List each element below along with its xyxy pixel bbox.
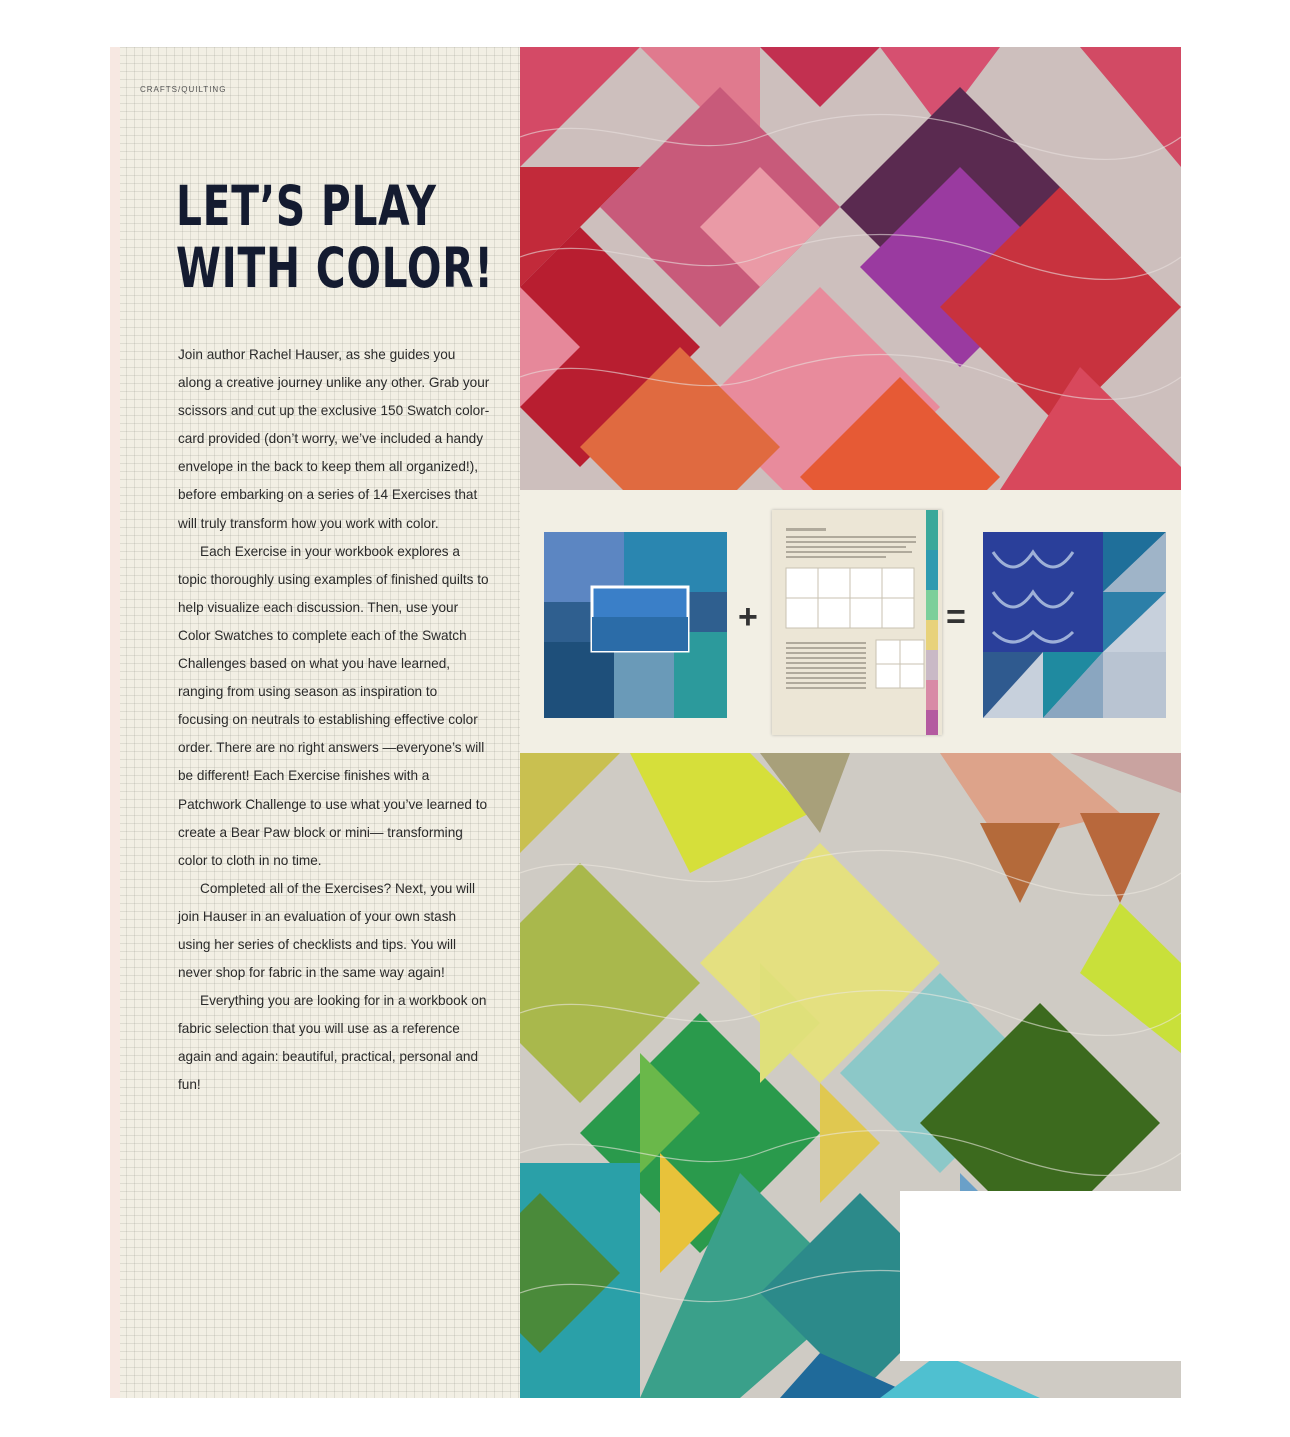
plus-sign: + (738, 598, 758, 636)
headline-line-2: WITH COLOR! (176, 236, 494, 300)
paragraph-1: Join author Rachel Hauser, as she guides you along a creative journey unlike any other. Grab your scissors and cut up the exclusive 150 Swatch color-card provided (don’t worry, we’ve included a handy envelope in the back to keep them all organized!), before embarking on a series of 14 Exercises that will truly transform how you work with color. (178, 347, 490, 531)
barcode-area (900, 1191, 1181, 1361)
description (178, 341, 490, 1100)
text-panel (110, 47, 520, 1398)
equals-sign: = (946, 598, 966, 636)
quilt-photo-red (520, 47, 1181, 490)
category-label: CRAFTS/QUILTING (140, 85, 227, 94)
swatch-equation (520, 490, 1181, 753)
spine-strip (110, 47, 120, 1398)
workbook-page (772, 510, 942, 735)
bear-paw-block-photo (983, 532, 1166, 718)
swatch-photo-blue (544, 532, 727, 718)
headline (176, 175, 494, 299)
back-cover (110, 47, 1181, 1398)
paragraph-3: Completed all of the Exercises? Next, you will join Hauser in an evaluation of your own stash using her series of checklists and tips. You will never shop for fabric in the same way again! (178, 880, 476, 981)
headline-line-1: LET’S PLAY (176, 174, 437, 238)
paragraph-2: Each Exercise in your workbook explores a topic thoroughly using examples of finished quilts to help visualize each discussion. Then, use your Color Swatches to complete each of the Swatch Challenges based on what you have learned, ranging from using season as inspiration to focusing on neutrals to establishing effective color order. There are no right answers —everyone’s will be different! Each Exercise finishes with a Patchwork Challenge to use what you’ve learned to create a Bear Paw block or mini— transforming color to cloth in no time. (178, 543, 489, 868)
paragraph-4: Everything you are looking for in a workbook on fabric selection that you will use as a reference again and again: beautiful, practical, personal and fun! (178, 993, 487, 1093)
